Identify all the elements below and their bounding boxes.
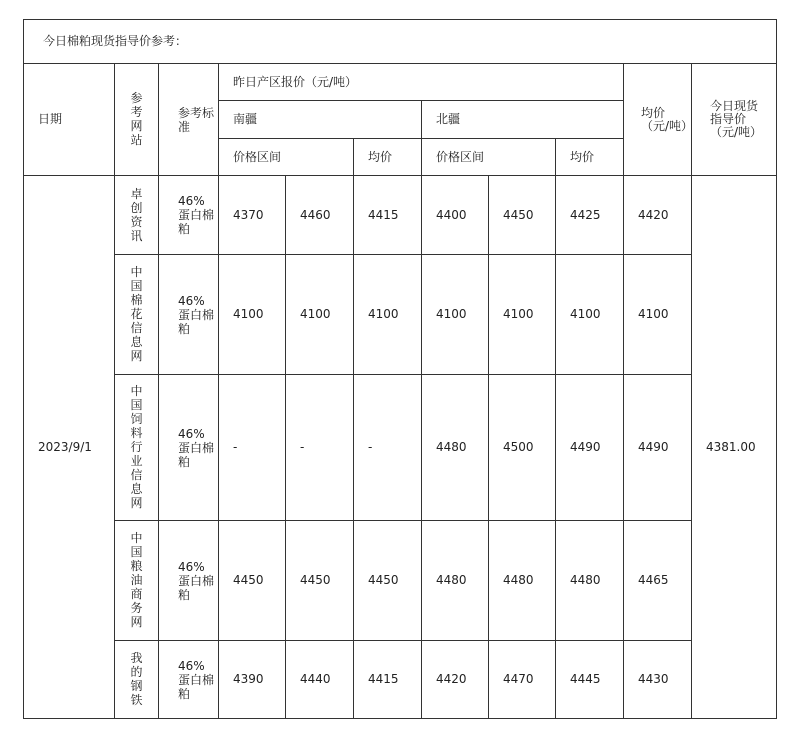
north-high-cell: 4100: [489, 255, 556, 375]
north-low-cell: 4480: [422, 521, 489, 641]
north-avg-cell: 4490: [556, 375, 624, 521]
date-cell: 2023/9/1: [24, 176, 115, 719]
header-north-avg: 均价: [556, 139, 624, 176]
avg-cell: 4100: [624, 255, 692, 375]
guide-price-cell: 4381.00: [692, 176, 777, 719]
north-low-cell: 4100: [422, 255, 489, 375]
site-cell: 中国饲料行业信息网: [115, 375, 159, 521]
site-cell: 我的钢铁: [115, 641, 159, 719]
site-cell: 卓创资讯: [115, 176, 159, 255]
header-south: 南疆: [219, 101, 422, 139]
south-high-cell: 4100: [286, 255, 354, 375]
south-high-cell: 4440: [286, 641, 354, 719]
south-avg-cell: 4100: [354, 255, 422, 375]
header-row-1: [24, 64, 777, 101]
standard-cell: 46%蛋白棉粕: [159, 255, 219, 375]
south-low-cell: 4450: [219, 521, 286, 641]
north-high-cell: 4470: [489, 641, 556, 719]
south-avg-cell: 4450: [354, 521, 422, 641]
standard-cell: 46%蛋白棉粕: [159, 641, 219, 719]
south-low-cell: 4390: [219, 641, 286, 719]
north-low-cell: 4420: [422, 641, 489, 719]
south-low-cell: 4370: [219, 176, 286, 255]
north-high-cell: 4480: [489, 521, 556, 641]
north-avg-cell: 4100: [556, 255, 624, 375]
header-south-avg: 均价: [354, 139, 422, 176]
standard-cell: 46%蛋白棉粕: [159, 375, 219, 521]
header-guide: 今日现货指导价（元/吨）: [692, 64, 777, 176]
south-low-cell: 4100: [219, 255, 286, 375]
north-avg-cell: 4445: [556, 641, 624, 719]
south-low-cell: -: [219, 375, 286, 521]
site-cell: 中国粮油商务网: [115, 521, 159, 641]
avg-cell: 4465: [624, 521, 692, 641]
title-row: [24, 20, 777, 64]
south-high-cell: 4460: [286, 176, 354, 255]
north-low-cell: 4480: [422, 375, 489, 521]
north-low-cell: 4400: [422, 176, 489, 255]
table-row: [24, 375, 777, 521]
avg-cell: 4430: [624, 641, 692, 719]
table-row: [24, 521, 777, 641]
header-overall-avg: 均价（元/吨）: [624, 64, 692, 176]
south-high-cell: 4450: [286, 521, 354, 641]
header-north-range: 价格区间: [422, 139, 556, 176]
standard-cell: 46%蛋白棉粕: [159, 176, 219, 255]
south-high-cell: -: [286, 375, 354, 521]
header-north: 北疆: [422, 101, 624, 139]
header-standard: 参考标准: [159, 64, 219, 176]
south-avg-cell: -: [354, 375, 422, 521]
north-avg-cell: 4425: [556, 176, 624, 255]
north-avg-cell: 4480: [556, 521, 624, 641]
standard-cell: 46%蛋白棉粕: [159, 521, 219, 641]
price-table: [23, 19, 777, 719]
header-south-range: 价格区间: [219, 139, 354, 176]
avg-cell: 4420: [624, 176, 692, 255]
table-title: 今日棉粕现货指导价参考：: [24, 20, 777, 64]
header-yesterday: 昨日产区报价（元/吨）: [219, 64, 624, 101]
site-cell: 中国棉花信息网: [115, 255, 159, 375]
north-high-cell: 4500: [489, 375, 556, 521]
table-row: [24, 255, 777, 375]
table-row: [24, 641, 777, 719]
header-site: 参考网站: [115, 64, 159, 176]
north-high-cell: 4450: [489, 176, 556, 255]
south-avg-cell: 4415: [354, 641, 422, 719]
table-row: [24, 176, 777, 255]
header-date: 日期: [24, 64, 115, 176]
avg-cell: 4490: [624, 375, 692, 521]
south-avg-cell: 4415: [354, 176, 422, 255]
